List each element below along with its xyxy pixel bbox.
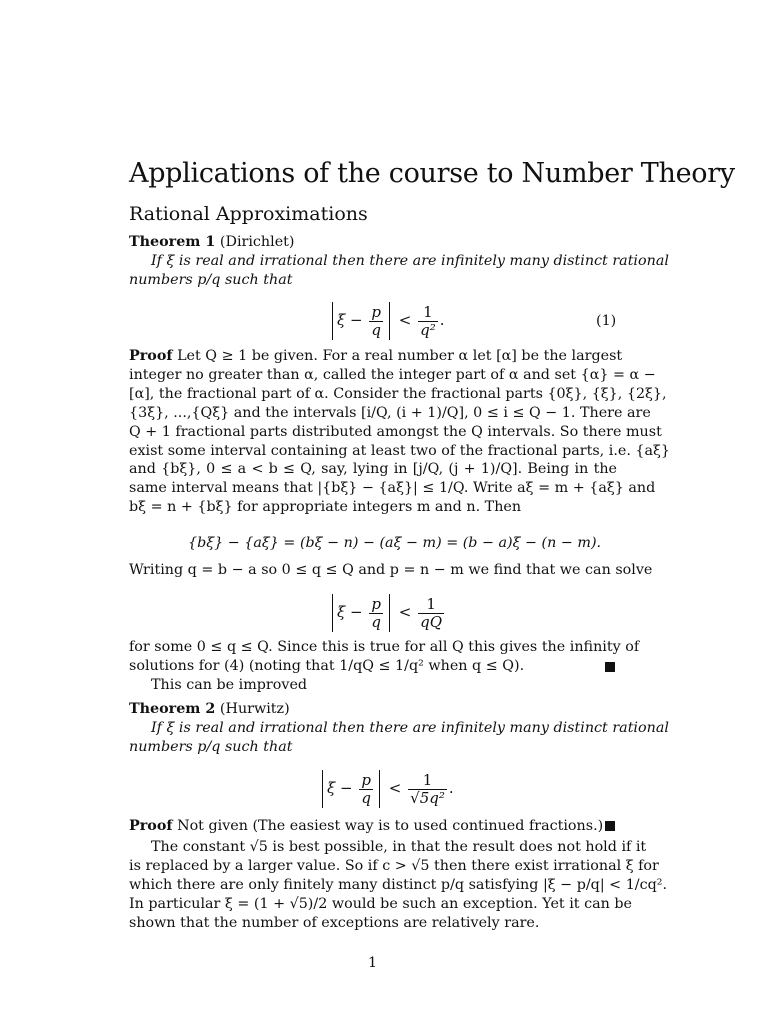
text-line: Writing q = b − a so 0 ≤ q ≤ Q and p = n − m we find that we can solve — [129, 562, 653, 578]
eq-operator: < — [398, 603, 412, 621]
eq-lhs: ξ − — [337, 311, 363, 329]
numerator: p — [371, 594, 381, 613]
proof-line: [α], the fractional part of α. Consider the fractional parts {0ξ}, {ξ}, {2ξ}, — [129, 385, 667, 402]
fraction — [359, 772, 373, 807]
abs-bar — [332, 594, 333, 632]
eq-operator: < — [398, 311, 412, 329]
theorem-2 — [129, 700, 669, 757]
writing-paragraph — [129, 561, 653, 580]
fraction — [418, 304, 438, 339]
equation-2: {bξ} − {aξ} = (bξ − n) − (aξ − m) = (b − a)ξ − (n − m). — [188, 535, 602, 551]
page-title: Applications of the course to Number Theory — [129, 158, 735, 189]
equation-1-number: (1) — [596, 313, 617, 329]
numerator: 1 — [418, 304, 438, 322]
equation-1 — [328, 302, 445, 340]
theorem-1-statement-line: numbers p/q such that — [129, 271, 293, 288]
text-line: shown that the number of exceptions are relatively rare. — [129, 914, 540, 931]
theorem-2-attribution: (Hurwitz) — [219, 701, 290, 717]
text-line: The constant √5 is best possible, in that the result does not hold if it — [151, 839, 647, 855]
proof-line: {3ξ}, ...,{Qξ} and the intervals [i/Q, (i + 1)/Q], 0 ≤ i ≤ Q − 1. There are — [129, 404, 651, 421]
proof-text: Not given (The easiest way is to used continued fractions.) — [177, 818, 604, 834]
theorem-1 — [129, 233, 669, 290]
page-number: 1 — [368, 955, 378, 971]
theorem-1-statement-line: If ξ is real and irrational then there are infinitely many distinct rational — [151, 252, 669, 269]
equation-4 — [318, 770, 454, 808]
proof-line: Let Q ≥ 1 be given. For a real number α let [α] be the largest — [177, 348, 623, 364]
text-line: for some 0 ≤ q ≤ Q. Since this is true for all Q this gives the infinity of — [129, 639, 640, 655]
numerator: p — [371, 302, 381, 321]
fraction — [369, 596, 383, 631]
denominator: q — [361, 788, 371, 807]
abs-bar — [332, 302, 333, 340]
abs-bar — [379, 770, 380, 808]
theorem-1-label: Theorem 1 — [129, 234, 216, 250]
proof-label: Proof — [129, 348, 173, 364]
fraction — [418, 596, 444, 631]
text-line: is replaced by a larger value. So if c > √5 then there exist irrational ξ for — [129, 857, 659, 874]
eq-lhs: ξ − — [337, 603, 363, 621]
proof-2 — [129, 817, 617, 836]
theorem-2-label: Theorem 2 — [129, 701, 216, 717]
fraction — [408, 772, 447, 807]
numerator: p — [361, 770, 371, 789]
proof-label: Proof — [129, 818, 173, 834]
abs-bar — [389, 302, 390, 340]
denominator: q — [371, 320, 381, 339]
text-line: This can be improved — [151, 676, 308, 693]
eq-end: . — [439, 311, 445, 329]
denominator: qQ — [420, 612, 443, 631]
theorem-1-attribution: (Dirichlet) — [219, 234, 295, 250]
numerator: 1 — [418, 596, 444, 614]
fraction — [369, 304, 383, 339]
denominator: q² — [420, 320, 436, 339]
equation-3 — [328, 594, 446, 632]
theorem-2-statement-line: numbers p/q such that — [129, 738, 293, 755]
eq-operator: < — [388, 779, 402, 797]
proof-line: and {bξ}, 0 ≤ a < b ≤ Q, say, lying in [j/Q, (j + 1)/Q]. Being in the — [129, 461, 617, 478]
theorem-2-statement-line: If ξ is real and irrational then there are infinitely many distinct rational — [151, 719, 669, 736]
numerator: 1 — [408, 772, 447, 790]
denominator: √5q² — [410, 788, 445, 807]
denominator: q — [371, 612, 381, 631]
proof-line: integer no greater than α, called the integer part of α and set {α} = α − — [129, 366, 656, 383]
eq-lhs: ξ − — [327, 779, 353, 797]
proof-line: Q + 1 fractional parts distributed amongst the Q intervals. So there must — [129, 423, 662, 440]
section-heading: Rational Approximations — [129, 203, 368, 225]
proof-line: exist some interval containing at least two of the fractional parts, i.e. {aξ} — [129, 442, 671, 459]
closing-paragraph — [129, 838, 668, 933]
text-line: solutions for (4) (noting that 1/qQ ≤ 1/q² when q ≤ Q). — [129, 657, 525, 674]
qed-square — [605, 821, 615, 831]
after-paragraph — [129, 638, 640, 695]
text-line: In particular ξ = (1 + √5)/2 would be such an exception. Yet it can be — [129, 895, 632, 912]
proof-line: bξ = n + {bξ} for appropriate integers m and n. Then — [129, 499, 522, 516]
abs-bar — [389, 594, 390, 632]
text-line: which there are only finitely many distinct p/q satisfying |ξ − p/q| < 1/cq². — [129, 876, 668, 893]
qed-square — [605, 662, 615, 672]
abs-bar — [322, 770, 323, 808]
proof-line: same interval means that |{bξ} − {aξ}| ≤ 1/Q. Write aξ = m + {aξ} and — [129, 480, 656, 497]
proof-1 — [129, 347, 671, 517]
eq-end: . — [448, 779, 454, 797]
